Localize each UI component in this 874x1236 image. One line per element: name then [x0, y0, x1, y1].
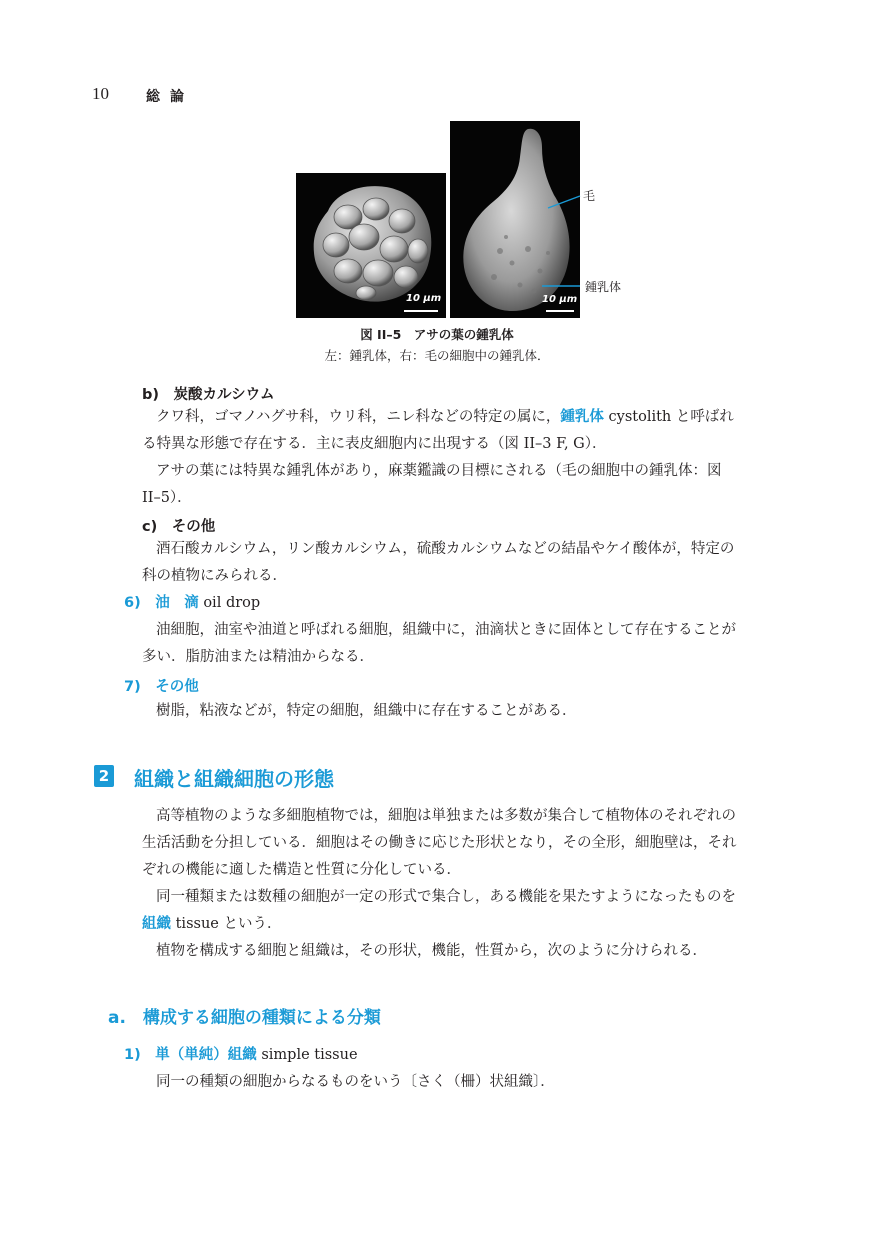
text-fragment: cystolith と呼ばれ [603, 409, 734, 425]
paragraph-line [156, 404, 734, 430]
figure-callout-lines [540, 190, 590, 300]
paragraph-line: 科の植物にみられる． [142, 568, 287, 584]
heading-1-line [124, 1042, 358, 1068]
figure-caption-title: 図 II–5 アサの葉の鍾乳体 [360, 327, 514, 342]
heading-6-english: oil drop [198, 595, 261, 611]
right-scale-label: 10 μm [542, 294, 578, 305]
figure-caption-subtitle: 左：鍾乳体，右：毛の細胞中の鍾乳体． [324, 348, 550, 363]
paragraph-line: ぞれの機能に適した構造と性質に分化している． [142, 862, 461, 878]
cystolith-label: 鍾乳体 [585, 280, 622, 294]
heading-7: 7) その他 [124, 679, 199, 695]
heading-a: a. 構成する細胞の種類による分類 [108, 1008, 381, 1028]
paragraph-line: 樹脂，粘液などが，特定の細胞，組織中に存在することがある． [156, 703, 577, 719]
term-tissue: 組織 [142, 916, 171, 932]
figure-left-micrograph [296, 173, 446, 318]
paragraph-line: 高等植物のような多細胞植物では，細胞は単独または多数が集合して植物体のそれぞれの [156, 808, 736, 824]
page-number: 10 [92, 84, 109, 103]
chapter-title: 総論 [146, 89, 194, 105]
heading-6-line [124, 590, 260, 616]
left-scale-label: 10 μm [406, 293, 442, 304]
paragraph-line: 生活活動を分担している．細胞はその働きに応じた形状となり，その全形，細胞壁は，それ [142, 835, 737, 851]
section-number-badge: 2 [94, 765, 114, 787]
heading-1: 1) 単（単純）組織 [124, 1047, 257, 1063]
hair-label: 毛 [583, 189, 596, 203]
heading-b: b) 炭酸カルシウム [142, 387, 275, 403]
paragraph-line: 多い．脂肪油または精油からなる． [142, 649, 374, 665]
paragraph-line: 油細胞，油室や油道と呼ばれる細胞，組織中に，油滴状ときに固体として存在することが [156, 622, 736, 638]
paragraph-line: 同一の種類の細胞からなるものをいう〔さく（柵）状組織〕． [156, 1074, 555, 1090]
section-2-heading: 組織と組織細胞の形態 [134, 767, 334, 791]
paragraph-line: る特異な形態で存在する．主に表皮細胞内に出現する（図 II–3 F, G）． [142, 436, 607, 452]
paragraph-line: 植物を構成する細胞と組織は，その形状，機能，性質から，次のように分けられる． [156, 943, 707, 959]
paragraph-line: アサの葉には特異な鍾乳体があり，麻薬鑑識の目標にされる（毛の細胞中の鍾乳体：図 [156, 463, 722, 479]
text-fragment: クワ科，ゴマノハグサ科，ウリ科，ニレ科などの特定の属に， [156, 409, 561, 425]
heading-6: 6) 油 滴 [124, 595, 199, 611]
heading-c: c) その他 [142, 519, 216, 535]
paragraph-line: II–5）． [142, 490, 192, 506]
paragraph-line: 同一種類または数種の細胞が一定の形式で集合し，ある機能を果たすようになったものを [156, 889, 736, 905]
paragraph-line: 酒石酸カルシウム，リン酸カルシウム，硫酸カルシウムなどの結晶やケイ酸体が，特定の [156, 541, 735, 557]
heading-1-english: simple tissue [256, 1047, 358, 1063]
paragraph-line [142, 911, 281, 937]
term-cystolith: 鍾乳体 [560, 409, 604, 425]
text-fragment: tissue という． [171, 916, 282, 932]
